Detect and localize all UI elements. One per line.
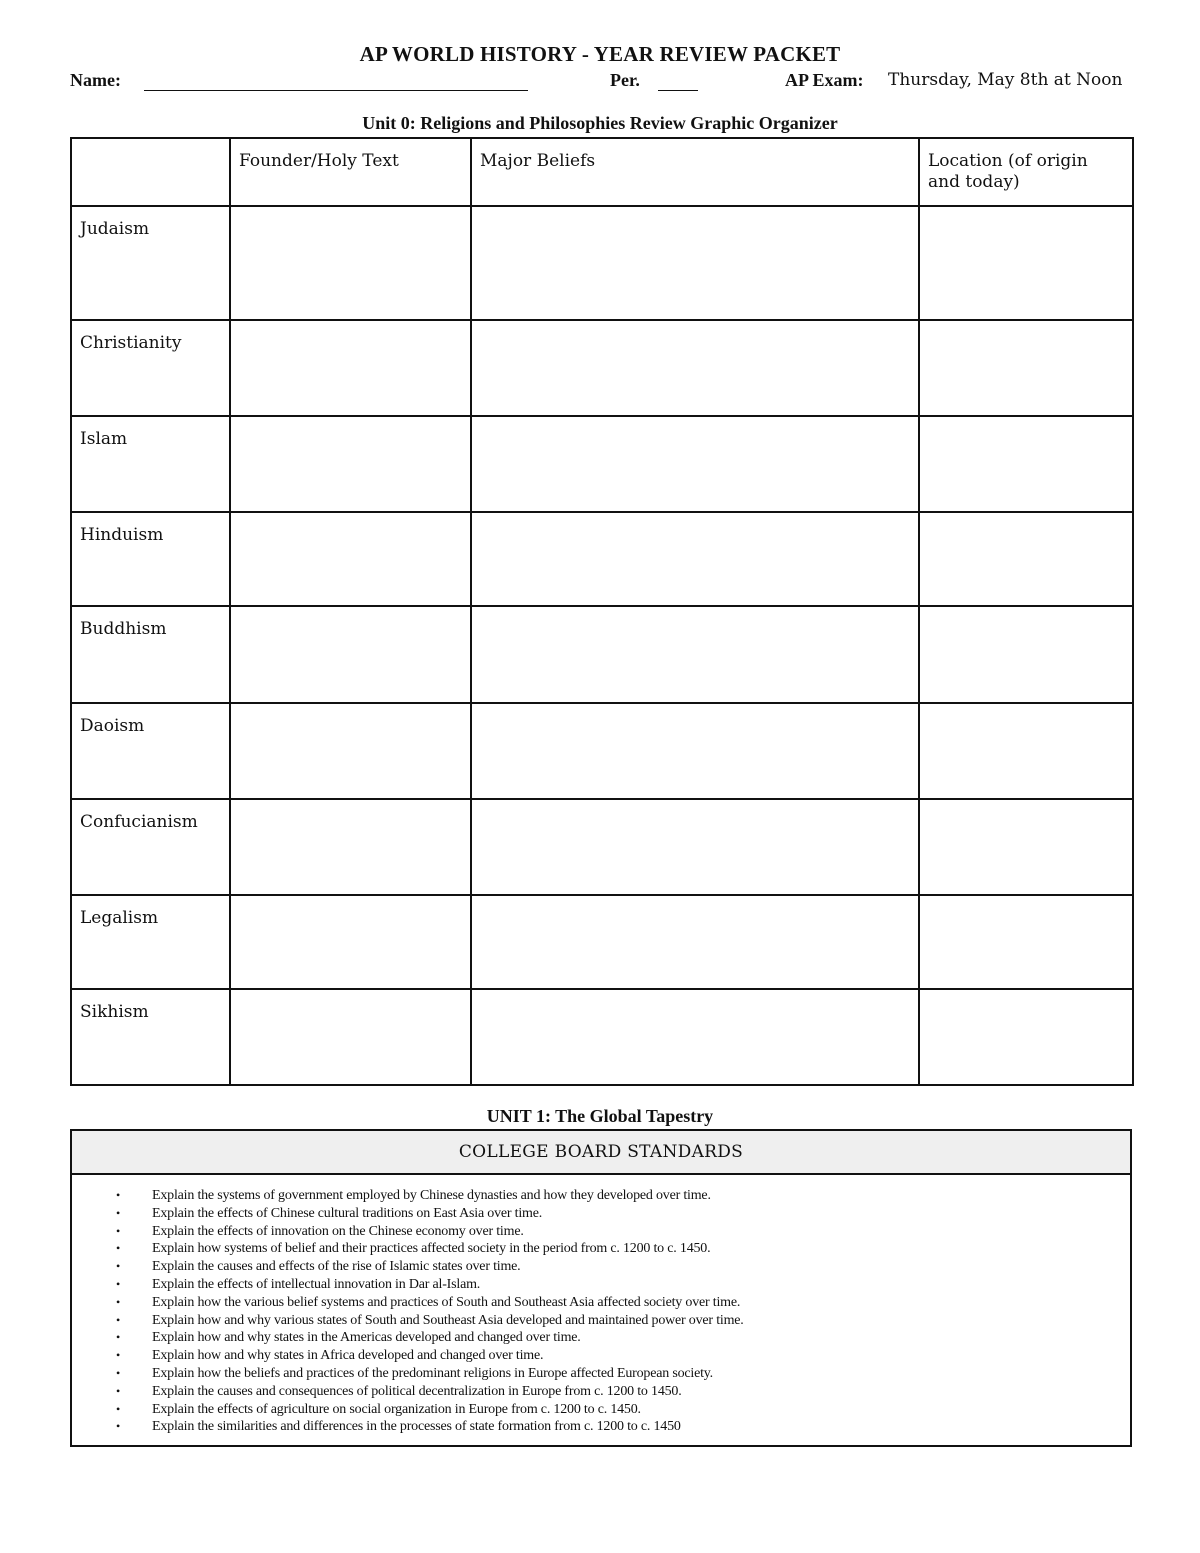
cell-founder[interactable] xyxy=(230,320,471,416)
exam-label: AP Exam: xyxy=(785,70,864,90)
religions-graphic-organizer xyxy=(70,137,1134,1086)
cell-founder[interactable] xyxy=(230,895,471,989)
list-item: • Explain the causes and effects of the rise of Islamic states over time. xyxy=(116,1259,521,1275)
cell-founder[interactable] xyxy=(230,703,471,799)
table-row xyxy=(71,416,1133,512)
college-board-standards-box xyxy=(70,1129,1132,1447)
list-item: • Explain the causes and consequences of political decentralization in Europe from c. 1200 to 1450. xyxy=(116,1383,682,1399)
cell-beliefs[interactable] xyxy=(471,206,919,320)
cell-location[interactable] xyxy=(919,512,1133,606)
table-row xyxy=(71,512,1133,606)
period-label: Per. xyxy=(610,70,640,90)
bullet-icon: • xyxy=(116,1312,121,1327)
header-location: Location (of origin and today) xyxy=(919,138,1133,206)
row-label-daoism: Daoism xyxy=(71,703,230,799)
cell-beliefs[interactable] xyxy=(471,512,919,606)
list-item: • Explain the effects of agriculture on social organization in Europe from c. 1200 to c. 1450. xyxy=(116,1401,641,1417)
cell-beliefs[interactable] xyxy=(471,416,919,512)
page-title: AP WORLD HISTORY - YEAR REVIEW PACKET xyxy=(359,42,841,66)
cell-location[interactable] xyxy=(919,320,1133,416)
standards-heading: COLLEGE BOARD STANDARDS xyxy=(72,1131,1130,1175)
unit0-title: Unit 0: Religions and Philosophies Review Graphic Organizer xyxy=(362,113,838,133)
list-item: • Explain the effects of innovation on the Chinese economy over time. xyxy=(116,1223,524,1239)
cell-location[interactable] xyxy=(919,895,1133,989)
cell-beliefs[interactable] xyxy=(471,799,919,895)
row-label-confucianism: Confucianism xyxy=(71,799,230,895)
list-item: • Explain how and why states in Africa developed and changed over time. xyxy=(116,1348,544,1364)
bullet-icon: • xyxy=(116,1330,121,1345)
student-info-line xyxy=(70,70,1132,96)
cell-beliefs[interactable] xyxy=(471,320,919,416)
bullet-icon: • xyxy=(116,1259,121,1274)
cell-founder[interactable] xyxy=(230,606,471,703)
cell-founder[interactable] xyxy=(230,416,471,512)
list-item: • Explain the effects of Chinese cultural traditions on East Asia over time. xyxy=(116,1205,543,1221)
cell-founder[interactable] xyxy=(230,512,471,606)
bullet-icon: • xyxy=(116,1205,121,1220)
cell-location[interactable] xyxy=(919,416,1133,512)
bullet-icon: • xyxy=(116,1419,121,1434)
list-item: • Explain how and why various states of South and Southeast Asia developed and maintained power over time. xyxy=(116,1312,744,1328)
cell-location[interactable] xyxy=(919,606,1133,703)
cell-beliefs[interactable] xyxy=(471,606,919,703)
list-item: • Explain the effects of intellectual innovation in Dar al-Islam. xyxy=(116,1276,481,1292)
bullet-icon: • xyxy=(116,1241,121,1256)
standards-list xyxy=(72,1175,1130,1436)
bullet-icon: • xyxy=(116,1365,121,1380)
bullet-icon: • xyxy=(116,1294,121,1309)
table-row xyxy=(71,989,1133,1085)
exam-date: Thursday, May 8th at Noon xyxy=(888,70,1123,90)
cell-location[interactable] xyxy=(919,989,1133,1085)
bullet-icon: • xyxy=(116,1348,121,1363)
period-blank-line[interactable] xyxy=(658,90,698,91)
list-item: • Explain how and why states in the Americas developed and changed over time. xyxy=(116,1330,581,1346)
table-row xyxy=(71,320,1133,416)
list-item: • Explain the systems of government employed by Chinese dynasties and how they developed over time. xyxy=(116,1188,711,1203)
list-item: • Explain how the various belief systems and practices of South and Southeast Asia affected society over time. xyxy=(116,1294,741,1310)
cell-beliefs[interactable] xyxy=(471,895,919,989)
bullet-icon: • xyxy=(116,1401,121,1416)
row-label-judaism: Judaism xyxy=(71,206,230,320)
row-label-hinduism: Hinduism xyxy=(71,512,230,606)
table-row xyxy=(71,606,1133,703)
list-item: • Explain how the beliefs and practices of the predominant religions in Europe affected European society. xyxy=(116,1365,713,1381)
row-label-sikhism: Sikhism xyxy=(71,989,230,1085)
cell-founder[interactable] xyxy=(230,989,471,1085)
header-founder-holy-text: Founder/Holy Text xyxy=(230,138,471,206)
header-cell-blank xyxy=(71,138,230,206)
row-label-buddhism: Buddhism xyxy=(71,606,230,703)
unit1-title: UNIT 1: The Global Tapestry xyxy=(486,1106,714,1126)
list-item: • Explain how systems of belief and their practices affected society in the period from c. 1200 to c. 1450. xyxy=(116,1241,711,1257)
cell-founder[interactable] xyxy=(230,206,471,320)
row-label-christianity: Christianity xyxy=(71,320,230,416)
organizer-header-row xyxy=(71,138,1133,206)
cell-location[interactable] xyxy=(919,206,1133,320)
table-row xyxy=(71,703,1133,799)
row-label-legalism: Legalism xyxy=(71,895,230,989)
name-blank-line[interactable] xyxy=(144,90,528,91)
bullet-icon: • xyxy=(116,1383,121,1398)
row-label-islam: Islam xyxy=(71,416,230,512)
table-row xyxy=(71,895,1133,989)
bullet-icon: • xyxy=(116,1223,121,1238)
table-row xyxy=(71,206,1133,320)
cell-founder[interactable] xyxy=(230,799,471,895)
table-row xyxy=(71,799,1133,895)
cell-location[interactable] xyxy=(919,703,1133,799)
bullet-icon: • xyxy=(116,1276,121,1291)
list-item: • Explain the similarities and differences in the processes of state formation from c. 1200 to c. 1450 xyxy=(116,1419,681,1435)
cell-beliefs[interactable] xyxy=(471,703,919,799)
cell-location[interactable] xyxy=(919,799,1133,895)
name-label: Name: xyxy=(70,70,121,90)
header-major-beliefs: Major Beliefs xyxy=(471,138,919,206)
cell-beliefs[interactable] xyxy=(471,989,919,1085)
bullet-icon: • xyxy=(116,1188,121,1202)
